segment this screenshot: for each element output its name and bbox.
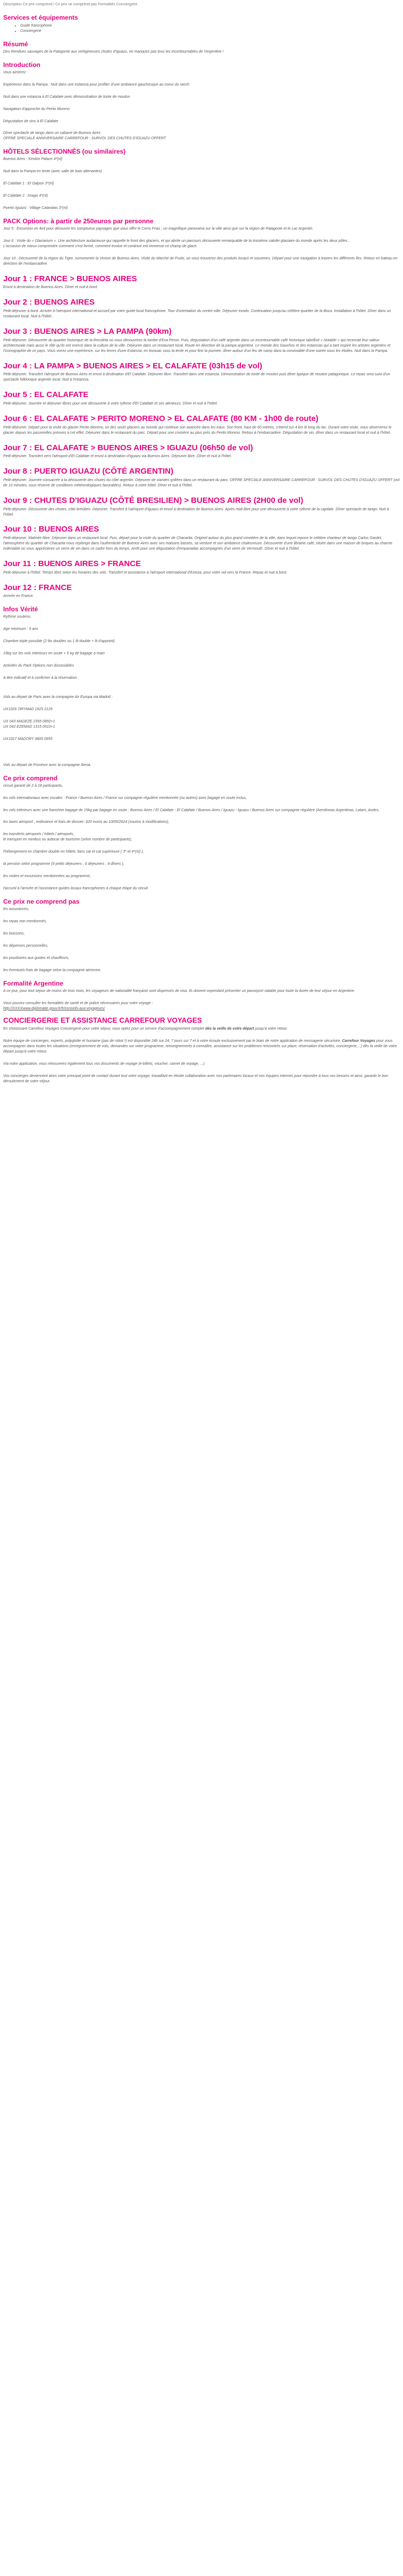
inclus-item: les visites et excursions mentionnées au programme, xyxy=(3,874,91,879)
pack-paragraph: Jour 6 : Visite du « Glaciarium ». Une architecture audacieuse qui rappelle le front des glaciers, et qui abrite un parcours découverte remarquable de la troisième calotte glaciaire du monde après les deux pôles… xyxy=(3,239,351,243)
text-span: jusqu'à votre retour. xyxy=(254,1027,288,1031)
exclus-item: les dépenses personnelles, xyxy=(3,944,48,948)
hotel-item: Puerto Iguazú : Village Cataratas 3*(nl) xyxy=(3,206,68,211)
intro-paragraph: OFFRE SPECIALE ANNIVERSAIRE CARREFOUR : SURVOL DES CHUTES D'IGUAZU OFFERT xyxy=(3,137,166,141)
flight-line: UX1027 MADORY 0800 0955 xyxy=(3,737,53,741)
text-span-bold: Carrefour Voyages xyxy=(342,1039,375,1043)
inclus-item: l'hébergement en chambre double en hôtels 3ans cat et cat supérieure ( 3* et 4*(nl) ), xyxy=(3,850,144,854)
day-title: Jour 3 : BUENOS AIRES > LA PAMPA (90km) xyxy=(3,327,172,336)
exclus-item: les boissons, xyxy=(3,931,25,936)
day-text: Petit-déjeuner. Transfert l'aéroport de Buenos Aires et envol à destination d'El Calafate. Déjeuner libre. Transfert dans une estancia. Démonstration de tonte de mouton puis dîner typique de mouton patagonique. Le repas sera suivi d'un spectacle folklorique argentin local. Nuit à l'estancia. xyxy=(3,373,390,382)
pack-title: PACK Options: à partir de 250euros par personne xyxy=(3,217,154,225)
pack-paragraph: Jour 5 : Excursion en 4x4 pour découvrir les somptueux paysages que vous offre le Cerro Frias ; un magnifique panorama sur la ville ainsi que sur la région de Patagonie et le Lac Argentin. xyxy=(3,227,314,231)
day-title: Jour 12 : FRANCE xyxy=(3,583,72,592)
conciergerie-paragraph: Via notre application, vous retrouverez également tous vos documents de voyage (e-billets, voucher, carnet de voyage, ...) xyxy=(3,1062,205,1066)
conciergerie-paragraph: Vos concierges deviennent alors votre principal point de contact durant tout votre voyage, travaillant en étroite collaboration avec nos partenaires locaux et nos équipes internes pour répondre à tous vos besoins et ainsi, garantir le bon déroulement de votre séjour. xyxy=(3,1074,388,1083)
list-item: • Guide francophone xyxy=(20,23,400,29)
intro-paragraph: Dîner spectacle de tango dans un cabaret de Buenos Aires xyxy=(3,131,101,136)
day-text: Petit-déjeuner. Transfert vers l'aéroport d'El Calafate et envol à destination d'Iguazu via Buenos Aires. Déjeuner libre. Dîner et nuit à l'hôtel. xyxy=(3,454,232,459)
day-text: Arrivée en France. xyxy=(3,594,34,599)
inclus-title: Ce prix comprend xyxy=(3,774,58,782)
inclus-item: la pension selon programme (9 petits déjeuners , 6 déjeuners , 9 dîners ), xyxy=(3,862,124,866)
inclus-item: les taxes aéroport , redevance et frais de dossier: 620 euros au 10/05/2024 (soumis à modifications), xyxy=(3,820,170,824)
pack-paragraph: L'occasion de mieux comprendre comment s'est formé, comment évolue et continue ent immense ce champ de glace. xyxy=(3,244,198,248)
day-text: Petit-déjeuner. Départ pour la visite du glacier Perito Moreno, un des seuls glaciers au monde qui continue son avancée dans les eaux. Son front, haut de 60 mètres, s'étend sur 4 km le long du lac. Durant votre visite, vous observerez le glacier depuis les passerelles prévues à cet effet. Déjeuner dans le restaurant du parc. Départ pour une croisière au plus près du Perito Moreno. Retour à l'embarcadère. Dégustation de vin, dîner dans un restaurant local et nuit à l'hôtel. xyxy=(3,425,392,435)
day-text: Envol à destination de Buenos Aires. Dîner et nuit à bord. xyxy=(3,285,98,290)
exclus-item: les pourboires aux guides et chauffeurs, xyxy=(3,956,70,960)
hotel-item: El Calafate 1 : El Galpon 3*(nl) xyxy=(3,182,54,186)
day-title: Jour 7 : EL CALAFATE > BUENOS AIRES > IGUAZU (06h50 de vol) xyxy=(3,443,253,452)
inclus-item: les vols internationaux avec escales : France / Buenos Aires / France sur compagnie régulière mentionnée (ou autres) avec bagage en soute inclus, xyxy=(3,796,247,800)
flight-line: UX1026 ORYMAD 1925 2125 xyxy=(3,707,53,711)
page xyxy=(0,0,403,1095)
intro-paragraph: Nuit dans une estancia à El Calafate avec démonstration de tonte de mouton xyxy=(3,95,130,99)
intro-paragraph: Navigation d'approche du Perito Moreno xyxy=(3,107,70,111)
hotel-item: El Calafate 2 : Imago 4*(nl) xyxy=(3,194,48,198)
text-span-bold: dès la veille de votre départ xyxy=(205,1027,254,1031)
day-text: Petit-déjeuner. Découverte des chutes, côté brésilien. Déjeuner. Transfert à l'aéroport d'Iguazu et envol à destination de Buenos Aires. Après midi libre pour une découverte à votre rythme de la capitale. Dîner spectacle de tango. Nuit à l'hôtel. xyxy=(3,507,389,517)
inclus-item: les vols intérieurs avec une franchise bagage de 15kg par bagage en soute : Buenos Aires / El Calafate - El Calafate / Buenos Aires / Iguazu - Iguazu / Buenos Aires sur compagnie régulière (Aerolineas Argentinas, Latam, Andes, xyxy=(3,808,380,812)
services-title: Services et équipements xyxy=(3,13,78,21)
day-text: Petit-déjeuner. Matinée libre. Déjeuner dans un restaurant local. Puis, départ pour la visite du quartier de Chacarita. Originel autour du plus grand cimetière de la ville, dans lequel repose le célèbre chanteur de tango Carlos Gardel, l'atmosphère du quartier de Chacarita nous replonge dans l'authenticité de Buenos Aires avec ses maisons basses, sa verdure et son ambiance chaleureuse. Découverte d'une librairie café, située dans une maison de briques au charme indéniable où vous apprécierez un verre de vin dans ce cadre hors du temps. Arrêt pour une dégustation d'empanadas accompagnés d'un verre de Vermouth. Dîner et nuit à l'hôtel. xyxy=(3,536,392,551)
formalite-paragraph: A ce jour, pour tout séjour de moins de trois mois, les voyageurs de nationalité française sont dispensés de visa. Ils doivent cependant présenter un passeport valable pour toute la durée de leur séjour en Argentine. xyxy=(3,989,355,993)
day-title: Jour 11 : BUENOS AIRES > FRANCE xyxy=(3,559,141,568)
exclus-item: les éventuels frais de bagage selon la compagnie aérienne. xyxy=(3,968,102,972)
flight-line: UX 043 MADEZE 2355 0850+1 xyxy=(3,719,55,723)
formalite-paragraph: Vous pouvez consulter les formalités de santé et de police nécessaires pour votre voyage : xyxy=(3,1001,153,1005)
resume-text: Des étendues sauvages de la Patagonie aux vertigineuses chutes d'Iguazu, ne manquez pas tous les incontournables de l'Argentine ! xyxy=(3,49,224,54)
formalite-title: Formalité Argentine xyxy=(3,979,63,987)
day-text: Petit-déjeuner. Découverte du quartier historique de la Recoleta où vous découvrirez la tombe d'Eva Peron. Puis, dégustation d'un café argentin dans un incontournable café historique labellisé « Notable » qui recevrait leur valeur architecturale mais aussi le rôle qu'ils ont exercé dans la culture de la ville. Déjeuner dans un restaurant local. Route en direction de la pampa argentine. Le monde des Gauchos et des estancias qui a tant inspiré les artistes argentins et l'iconographie de ce pays. Vous vivrez une expérience, sur les terres d'une Estancia, en bivouac sous la tente et pour finir la journée, dîner autour d'un feu de camp dans la convivialité d'une soirée sous les étoiles. Nuit dans la Pampa. xyxy=(3,338,391,353)
day-title: Jour 4 : LA PAMPA > BUENOS AIRES > EL CALAFATE (03h15 de vol) xyxy=(3,361,263,371)
info-item: Age minimum : 9 ans xyxy=(3,627,38,632)
section-nav-line[interactable]: Description Ce prix comprend / Ce prix ne comprend pas Formalités Conciergerie xyxy=(3,3,138,6)
info-item: Vols au départ de Paris avec la compagnie Air Europa via Madrid : xyxy=(3,695,113,699)
exclus-item: les assurances, xyxy=(3,907,29,911)
info-item: A titre indicatif et à confirmer à la réservation : xyxy=(3,676,79,680)
hotel-item: Buenos Aires : Kenton Palace 4*(nl) xyxy=(3,157,63,162)
day-title: Jour 1 : FRANCE > BUENOS AIRES xyxy=(3,274,137,283)
exclus-item: les repas non mentionnés, xyxy=(3,919,47,923)
day-title: Jour 9 : CHUTES D'IGUAZU (CÔTÉ BRESILIEN) > BUENOS AIRES (2H00 de vol) xyxy=(3,495,304,505)
text-span: pour vous accompagner dans toutes les situations (enregistrement de vols, demandes sur votre programme, renseignements à connaître, assistance sur les problèmes rencontrés sur place, réservation d'activités, conciergerie,...) dès la veille de votre départ jusqu'à votre retour. xyxy=(3,1039,397,1054)
list-item: • Conciergerie xyxy=(20,29,400,34)
info-item: 15kg sur les vols intérieurs en soute + 5 kg de bagage à main xyxy=(3,652,105,656)
info-item: Chambre triple possible (2 lits doubles ou 1 lit double + lit d'appoint) xyxy=(3,639,115,644)
flight-line: UX 042 EZEMAD 1315 0510+1 xyxy=(3,725,55,729)
exclus-title: Ce prix ne comprend pas xyxy=(3,898,80,905)
conciergerie-title: CONCIERGERIE ET ASSISTANCE CARREFOUR VOYAGES xyxy=(3,1016,202,1025)
info-item: Rythme soutenu. xyxy=(3,615,31,619)
resume-title: Résumé xyxy=(3,40,28,48)
text-span: En choisissant Carrefour Voyages Conciergerie pour votre séjour, vous optez pour un service d'accompagnement complet xyxy=(3,1027,206,1031)
inclus-item: l'accueil à l'arrivée et l'assistance guides locaux francophones à chaque étape du circuit. xyxy=(3,887,149,891)
intro-paragraph: Vous aimerez : xyxy=(3,70,28,74)
info-item: Vols au départ de Province avec la compagnie Iberia. xyxy=(3,763,91,767)
day-title: Jour 2 : BUENOS AIRES xyxy=(3,298,95,307)
day-title: Jour 5 : EL CALAFATE xyxy=(3,390,89,400)
inclus-item: les transferts aéroports / hôtels / aéroports, xyxy=(3,832,74,837)
infos-title: Infos Vérité xyxy=(3,605,38,613)
inclus-item: circuit garanti de 2 à 18 participants, xyxy=(3,784,63,788)
introduction-title: Introduction xyxy=(3,61,40,69)
text-span: Notre équipe de concierges, experts, polyglotte et humaine (pas de robot !) est disponible 24h sur 24, 7 jours sur 7 et à votre écoute exclusivement par le biais de notre application de messagerie sécurisée, xyxy=(3,1039,342,1043)
inclus-item: le transport en minibus ou autocar de tourisme (selon nombre de participants), xyxy=(3,838,132,842)
formalites-link[interactable]: http://XXXXwww.diplomatie.gouv.fr/fr/conseils-aux-voyageurs/ xyxy=(3,1006,105,1011)
day-text: Petit-déjeuner. Journée consacrée à la découverte des chutes du côté argentin. Déjeuner de viandes grillées dans un restaurant du parc. OFFRE SPECIALE ANNIVERSAIRE CARREFOUR : SURVOL DES CHUTES D'IGUAZU OFFERT (vol de 10 minutes, sous réserve de conditions météorologiques favorables). Retour à votre hôtel. Dîner et nuit à l'hôtel. xyxy=(3,478,400,487)
day-title: Jour 6 : EL CALAFATE > PERITO MORENO > EL CALAFATE (80 KM - 1h00 de route) xyxy=(3,414,318,423)
pack-paragraph: Jour 10 : Découverte de la région du Tigre, surnommée la Venise de Buenos Aires. Visite du Marché de Fruits, où vous trouverez des produits locaux et souvenirs. Départ pour une navigation à travers les différents îles. Retour en bateau en direction de l'embarcadère. xyxy=(3,256,398,266)
hotel-item: Nuit dans la Pampa en tente (avec salle de bain attenantes) xyxy=(3,170,102,174)
hotels-title: HÔTELS SÉLECTIONNÉS (ou similaires) xyxy=(3,148,126,156)
conciergerie-paragraph xyxy=(3,1039,400,1055)
intro-paragraph: Dégustation de vins à El Calafate xyxy=(3,119,58,123)
day-text: Petit-déjeuner à bord. Arrivée à l'aéroport international et accueil par votre guide local francophone. Tour d'orientation du centre-ville. Déjeuner exodo. Continuation jusqu'au célèbre quartier de la Boca. Installation à l'hôtel. Dîner dans un restaurant local. Nuit à l'hôtel.. xyxy=(3,309,391,319)
conciergerie-paragraph xyxy=(3,1026,400,1032)
day-title: Jour 10 : BUENOS AIRES xyxy=(3,525,99,534)
day-title: Jour 8 : PUERTO IGUAZU (CÔTÉ ARGENTIN) xyxy=(3,467,174,476)
day-text: Petit-déjeuner à l'hôtel. Temps libre selon les horaires des vols. Transfert et assistance à l'aéroport international d'Ezeiza, pour votre vol vers la France. Repas et nuit à bord. xyxy=(3,570,288,575)
intro-paragraph: Expérience dans la Pampa : Nuit dans une estancia pour profiter d'une ambiance gauchesque au coeur du ranch xyxy=(3,82,190,87)
day-text: Petit-déjeuner. Journée et déjeuner libres pour une découverte à votre rythme d'El Calafate et ses alentours. Dîner et nuit à l'hôtel. xyxy=(3,401,218,406)
services-list xyxy=(3,23,400,34)
info-item: Activités du Pack Options non dissociables xyxy=(3,664,74,668)
